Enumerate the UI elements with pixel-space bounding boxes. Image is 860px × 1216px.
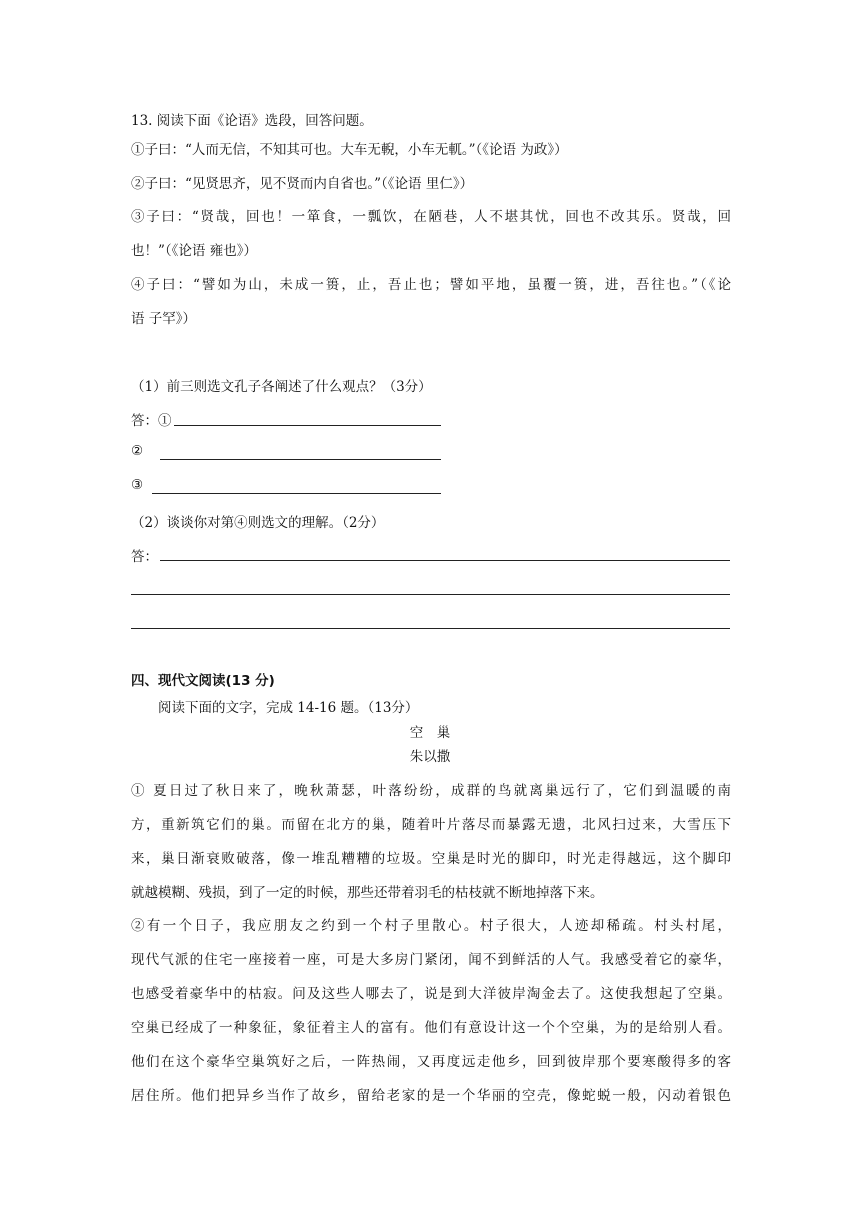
answer-blank-1[interactable] <box>174 425 441 426</box>
paragraph-line: 现代气派的住宅一座接着一座，可是大多房门紧闭，闻不到鲜活的人气。我感受着它的豪华， <box>131 952 731 968</box>
paragraph-line: 方，重新筑它们的巢。而留在北方的巢，随着叶片落尽而暴露无遗，北风扫过来，大雪压下 <box>131 817 731 833</box>
answer-label-1: 答：① <box>131 413 172 429</box>
paragraph-line: 居住所。他们把异乡当作了故乡，留给老家的是一个华丽的空壳，像蛇蜕一般，闪动着银色 <box>131 1088 731 1104</box>
q13-excerpt-3-line1: ③子曰：“贤哉，回也！一箪食，一瓢饮，在陋巷，人不堪其忧，回也不改其乐。贤哉，回 <box>131 209 731 225</box>
answer-blank-4[interactable] <box>160 560 730 561</box>
answer-blank-6[interactable] <box>131 628 730 629</box>
answer-label-2: ② <box>131 443 144 459</box>
essay-author: 朱以撒 <box>409 749 451 765</box>
answer-blank-5[interactable] <box>131 594 730 595</box>
answer-label-3: ③ <box>131 477 144 493</box>
q13-title: 13. 阅读下面《论语》选段，回答问题。 <box>131 113 373 129</box>
answer-blank-2[interactable] <box>160 459 441 460</box>
q13-excerpt-3-line2: 也！”（《论语 雍也》） <box>131 243 257 259</box>
paragraph-line: ① 夏日过了秋日来了，晚秋萧瑟，叶落纷纷，成群的鸟就离巢远行了，它们到温暖的南 <box>131 783 731 799</box>
q13-subquestion-2: （2）谈谈你对第④则选文的理解。（2分） <box>131 515 385 531</box>
essay-title: 空 巢 <box>409 725 451 741</box>
q13-excerpt-4-line1: ④子曰：“譬如为山，未成一篑，止，吾止也；譬如平地，虽覆一篑，进，吾往也。”（《论 <box>131 277 731 293</box>
section-instruction: 阅读下面的文字，完成 14-16 题。（13分） <box>158 700 419 716</box>
paragraph-line: 就越模糊、残损，到了一定的时候，那些还带着羽毛的枯枝就不断地掉落下来。 <box>131 885 604 901</box>
paragraph-line: 他们在这个豪华空巢筑好之后，一阵热闹，又再度远走他乡，回到彼岸那个要寒酸得多的客 <box>131 1054 731 1070</box>
q13-excerpt-4-line2: 语 子罕》） <box>131 311 197 327</box>
q13-excerpt-1: ①子曰：“人而无信，不知其可也。大车无輗，小车无軏。”（《论语 为政》） <box>131 142 568 158</box>
answer-blank-3[interactable] <box>152 493 441 494</box>
paragraph-line: 来，巢日渐衰败破落，像一堆乱糟糟的垃圾。空巢是时光的脚印，时光走得越远，这个脚印 <box>131 851 731 867</box>
section-heading: 四、现代文阅读(13 分) <box>131 673 275 689</box>
q13-subquestion-1: （1）前三则选文孔子各阐述了什么观点？（3分） <box>131 379 432 395</box>
answer-label-4: 答： <box>131 549 158 565</box>
q13-excerpt-2: ②子曰：“见贤思齐，见不贤而内自省也。”（《论语 里仁》） <box>131 176 474 192</box>
paragraph-line: 空巢已经成了一种象征，象征着主人的富有。他们有意设计这一个个空巢，为的是给别人看。 <box>131 1020 731 1036</box>
paragraph-line: 也感受着豪华中的枯寂。问及这些人哪去了，说是到大洋彼岸淘金去了。这使我想起了空巢。 <box>131 986 731 1002</box>
paragraph-line: ②有一个日子，我应朋友之约到一个村子里散心。村子很大，人迹却稀疏。村头村尾， <box>131 918 731 934</box>
